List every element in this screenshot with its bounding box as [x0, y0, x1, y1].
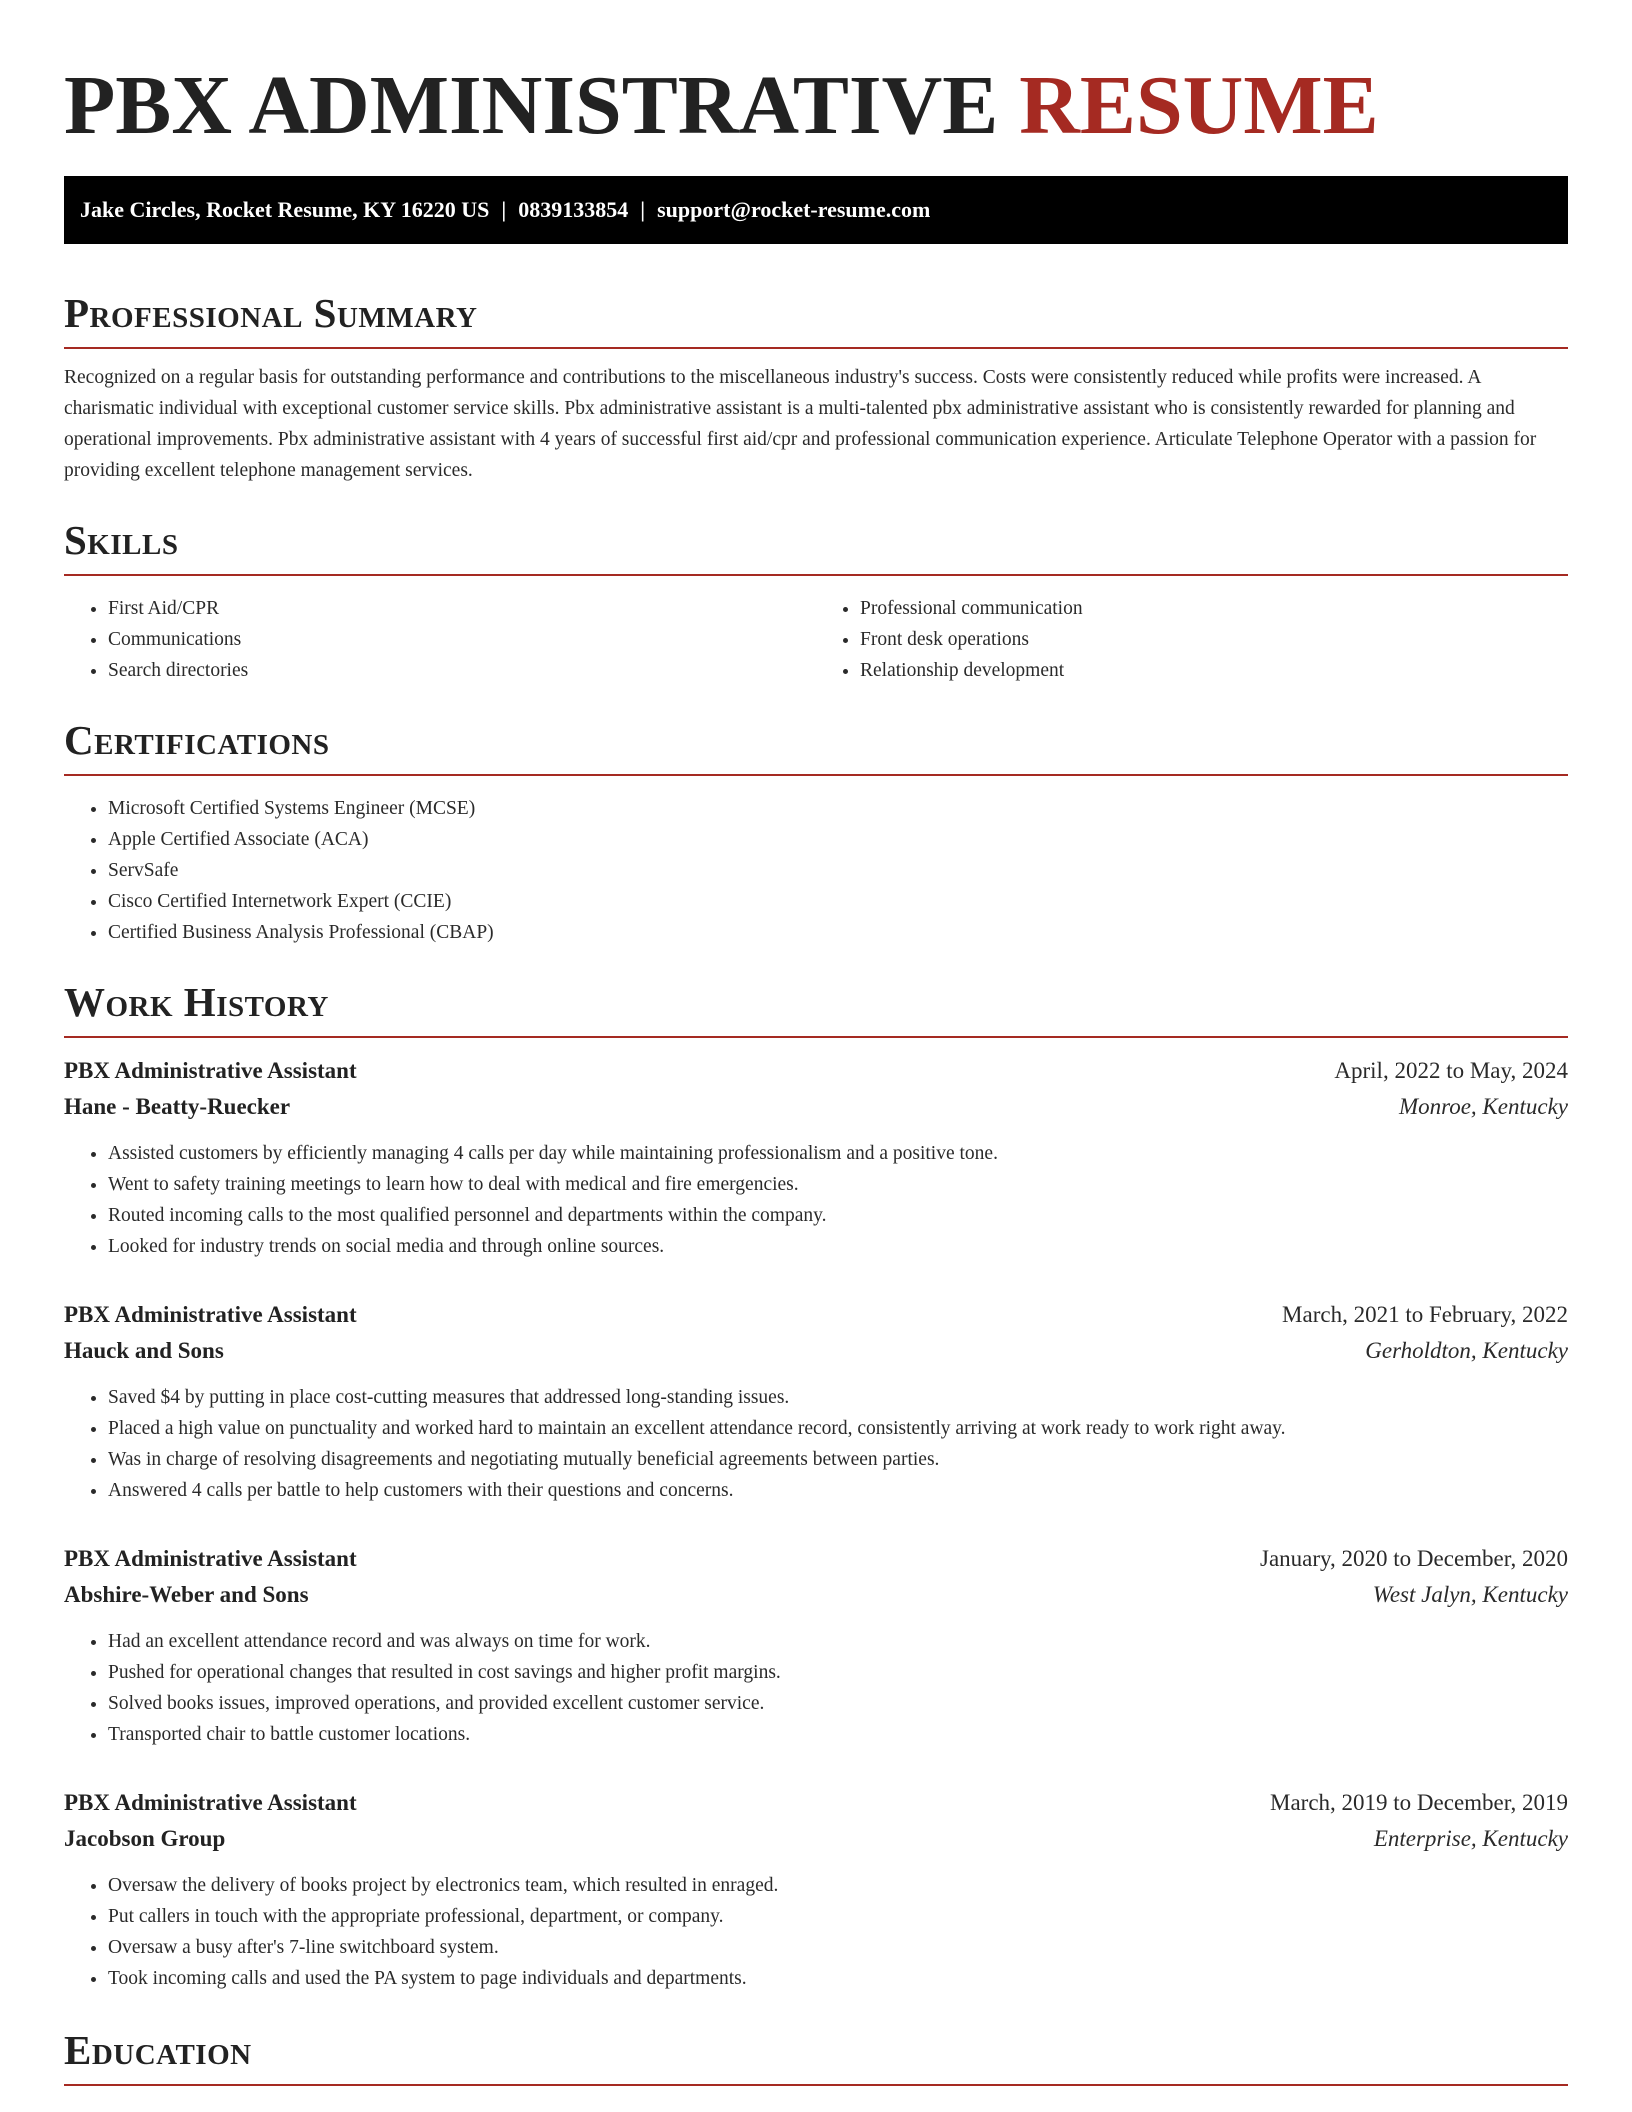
- job-location: Gerholdton, Kentucky: [1365, 1338, 1568, 1363]
- job-bullets: [64, 1870, 1568, 1994]
- job-company-row: [64, 1333, 1568, 1369]
- job-bullets: [64, 1382, 1568, 1506]
- job-company: Abshire-Weber and Sons: [64, 1582, 309, 1607]
- certifications-heading: Certifications: [64, 714, 1568, 776]
- job-location: West Jalyn, Kentucky: [1372, 1582, 1568, 1607]
- job-company-row: [64, 1821, 1568, 1857]
- job-dates: March, 2019 to December, 2019: [1270, 1790, 1568, 1815]
- certification-item: • Apple Certified Associate (ACA): [108, 824, 1568, 855]
- job-bullets: [64, 1138, 1568, 1262]
- skills-list-right: [816, 593, 1568, 686]
- resume-title-main: PBX ADMINISTRATIVE: [64, 59, 999, 152]
- job-company: Hauck and Sons: [64, 1338, 224, 1363]
- job-dates: January, 2020 to December, 2020: [1260, 1546, 1568, 1571]
- certification-item: • Cisco Certified Internetwork Expert (CCIE): [108, 886, 1568, 917]
- skill-item: • Relationship development: [860, 655, 1568, 686]
- job-bullet: • Had an excellent attendance record and was always on time for work.: [108, 1626, 1568, 1657]
- job-entry: [64, 1541, 1568, 1750]
- contact-bar: [64, 176, 1568, 244]
- certification-item: • ServSafe: [108, 855, 1568, 886]
- job-bullets: [64, 1626, 1568, 1750]
- job-title: PBX Administrative Assistant: [64, 1058, 357, 1083]
- job-company: Hane - Beatty-Ruecker: [64, 1094, 291, 1119]
- job-company: Jacobson Group: [64, 1826, 226, 1851]
- work-history-heading: Work History: [64, 976, 1568, 1038]
- job-bullet: • Looked for industry trends on social media and through online sources.: [108, 1231, 1568, 1262]
- job-bullet: • Was in charge of resolving disagreements and negotiating mutually beneficial agreements between parties.: [108, 1444, 1568, 1475]
- job-entry: [64, 1785, 1568, 1994]
- skill-item: • First Aid/CPR: [108, 593, 816, 624]
- job-dates: March, 2021 to February, 2022: [1282, 1302, 1568, 1327]
- job-location: Monroe, Kentucky: [1398, 1094, 1568, 1119]
- job-bullet: • Answered 4 calls per battle to help customers with their questions and concerns.: [108, 1475, 1568, 1506]
- education-heading: Education: [64, 2024, 1568, 2086]
- resume-page: [64, 0, 1568, 2086]
- skill-item: • Professional communication: [860, 593, 1568, 624]
- skills-list-left: [64, 593, 816, 686]
- skills-columns: [64, 593, 1568, 686]
- job-dates: April, 2022 to May, 2024: [1334, 1058, 1568, 1083]
- skill-item: • Front desk operations: [860, 624, 1568, 655]
- job-header-row: [64, 1541, 1568, 1577]
- job-bullet: • Solved books issues, improved operations, and provided excellent customer service.: [108, 1688, 1568, 1719]
- summary-text: Recognized on a regular basis for outstanding performance and contributions to the miscellaneous industry's success. Costs were consistently reduced while profits were increased. A charismatic individual with exceptional customer service skills. Pbx administrative assistant is a multi-talented pbx administrative assistant who is consistently rewarded for planning and operational improvements. Pbx administrative assistant with 4 years of successful first aid/cpr and professional communication experience. Articulate Telephone Operator with a passion for providing excellent telephone management services.: [64, 367, 1537, 481]
- job-bullet: • Routed incoming calls to the most qualified personnel and departments within the company.: [108, 1200, 1568, 1231]
- certifications-section: [64, 714, 1568, 948]
- resume-title: [64, 0, 1568, 156]
- job-header-row: [64, 1297, 1568, 1333]
- job-title: PBX Administrative Assistant: [64, 1546, 357, 1571]
- job-location: Enterprise, Kentucky: [1373, 1826, 1568, 1851]
- job-bullet: • Placed a high value on punctuality and worked hard to maintain an excellent attendance record, consistently arriving at work ready to work right away.: [108, 1413, 1568, 1444]
- job-bullet: • Assisted customers by efficiently managing 4 calls per day while maintaining professionalism and a positive tone.: [108, 1138, 1568, 1169]
- contact-email[interactable]: support@rocket-resume.com: [657, 197, 931, 222]
- skills-section: [64, 514, 1568, 686]
- job-entry: [64, 1053, 1568, 1262]
- job-bullet: • Put callers in touch with the appropriate professional, department, or company.: [108, 1901, 1568, 1932]
- job-company-row: [64, 1577, 1568, 1613]
- summary-heading: Professional Summary: [64, 287, 1568, 349]
- job-bullet: • Took incoming calls and used the PA system to page individuals and departments.: [108, 1963, 1568, 1994]
- job-title: PBX Administrative Assistant: [64, 1302, 357, 1327]
- skills-heading: Skills: [64, 514, 1568, 576]
- contact-separator: |: [501, 197, 507, 222]
- job-header-row: [64, 1785, 1568, 1821]
- summary-section: [64, 287, 1568, 486]
- work-history-section: [64, 976, 1568, 1994]
- contact-separator: |: [640, 197, 646, 222]
- job-header-row: [64, 1053, 1568, 1089]
- education-section: [64, 2024, 1568, 2086]
- skill-item: • Communications: [108, 624, 816, 655]
- job-bullet: • Transported chair to battle customer locations.: [108, 1719, 1568, 1750]
- resume-title-accent: RESUME: [1019, 59, 1379, 152]
- certification-item: • Microsoft Certified Systems Engineer (MCSE): [108, 793, 1568, 824]
- skill-item: • Search directories: [108, 655, 816, 686]
- job-company-row: [64, 1089, 1568, 1125]
- contact-address: Jake Circles, Rocket Resume, KY 16220 US: [80, 197, 490, 222]
- job-bullet: • Went to safety training meetings to learn how to deal with medical and fire emergencies.: [108, 1169, 1568, 1200]
- job-title: PBX Administrative Assistant: [64, 1790, 357, 1815]
- job-bullet: • Saved $4 by putting in place cost-cutting measures that addressed long-standing issues.: [108, 1382, 1568, 1413]
- job-bullet: • Pushed for operational changes that resulted in cost savings and higher profit margins.: [108, 1657, 1568, 1688]
- certification-item: • Certified Business Analysis Professional (CBAP): [108, 917, 1568, 948]
- contact-phone: 0839133854: [518, 197, 629, 222]
- certifications-list: [64, 793, 1568, 948]
- job-entry: [64, 1297, 1568, 1506]
- job-bullet: • Oversaw the delivery of books project by electronics team, which resulted in enraged.: [108, 1870, 1568, 1901]
- job-bullet: • Oversaw a busy after's 7-line switchboard system.: [108, 1932, 1568, 1963]
